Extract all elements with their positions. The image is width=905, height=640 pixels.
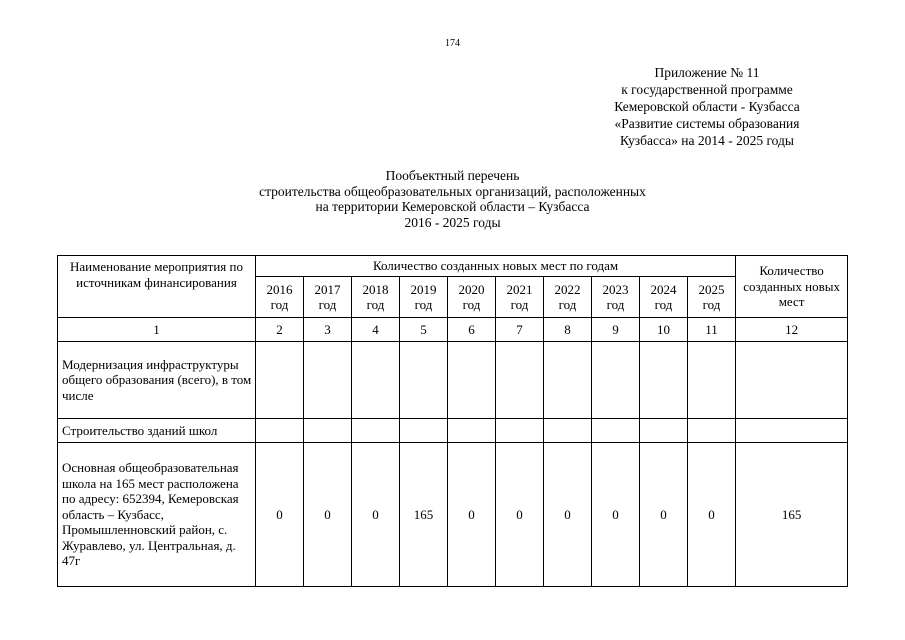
year-value (640, 342, 688, 419)
year-header: 2023 год (592, 277, 640, 318)
year-value (400, 342, 448, 419)
column-number: 6 (448, 318, 496, 342)
year-value (592, 419, 640, 443)
year-value (304, 419, 352, 443)
year-value: 0 (352, 443, 400, 587)
year-header: 2017 год (304, 277, 352, 318)
appendix-block (577, 64, 837, 149)
row-name: Модернизация инфраструктуры общего образования (всего), в том числе (58, 342, 256, 419)
year-header: 2020 год (448, 277, 496, 318)
year-value (256, 342, 304, 419)
year-value (640, 419, 688, 443)
column-number: 7 (496, 318, 544, 342)
year-header: 2024 год (640, 277, 688, 318)
table-row (58, 443, 848, 587)
year-value: 0 (496, 443, 544, 587)
column-number: 11 (688, 318, 736, 342)
row-name: Основная общеобразовательная школа на 165 мест расположена по адресу: 652394, Кемеровская область – Кузбасс, Промышленновский район, с. Журавлево, ул. Центральная, д. 47г (58, 443, 256, 587)
column-number: 9 (592, 318, 640, 342)
table-row (58, 342, 848, 419)
construction-table (57, 255, 848, 587)
year-header: 2022 год (544, 277, 592, 318)
year-value: 0 (592, 443, 640, 587)
column-number: 1 (58, 318, 256, 342)
year-value: 0 (640, 443, 688, 587)
year-value (592, 342, 640, 419)
table-row (58, 419, 848, 443)
year-value (688, 342, 736, 419)
year-value (688, 419, 736, 443)
appendix-line: к государственной программе (621, 82, 793, 97)
appendix-line: Кемеровской области - Кузбасса (614, 99, 800, 114)
column-number: 10 (640, 318, 688, 342)
year-value: 0 (304, 443, 352, 587)
year-value (448, 419, 496, 443)
row-total (736, 342, 848, 419)
title-line: на территории Кемеровской области – Кузбасса (315, 199, 590, 214)
year-value: 0 (256, 443, 304, 587)
year-value (352, 342, 400, 419)
year-value (448, 342, 496, 419)
title-line: 2016 - 2025 годы (404, 214, 501, 230)
column-number: 4 (352, 318, 400, 342)
year-header: 2016 год (256, 277, 304, 318)
page-number: 174 (445, 38, 460, 49)
column-number: 2 (256, 318, 304, 342)
column-number: 12 (736, 318, 848, 342)
appendix-line: «Развитие системы образования (614, 116, 800, 131)
col-name-header: Наименование мероприятия по источникам финансирования (58, 256, 256, 318)
title-line: Пообъектный перечень (385, 168, 520, 183)
year-value (304, 342, 352, 419)
column-numbers-row (58, 318, 848, 342)
appendix-line: Приложение № 11 (654, 65, 760, 80)
row-name: Строительство зданий школ (58, 419, 256, 443)
year-value (256, 419, 304, 443)
year-value (400, 419, 448, 443)
column-number: 5 (400, 318, 448, 342)
year-value: 0 (544, 443, 592, 587)
appendix-line: Кузбасса» на 2014 - 2025 годы (620, 133, 794, 148)
col-years-header: Количество созданных новых мест по годам (256, 256, 736, 277)
title-line: строительства общеобразовательных организаций, расположенных (259, 183, 646, 199)
row-total: 165 (736, 443, 848, 587)
year-header: 2021 год (496, 277, 544, 318)
col-total-header: Количество созданных новых мест (736, 256, 848, 318)
year-header: 2018 год (352, 277, 400, 318)
year-value: 0 (688, 443, 736, 587)
year-value (544, 342, 592, 419)
row-total (736, 419, 848, 443)
year-header: 2019 год (400, 277, 448, 318)
year-value (352, 419, 400, 443)
year-header: 2025 год (688, 277, 736, 318)
year-value (544, 419, 592, 443)
year-value (496, 342, 544, 419)
column-number: 8 (544, 318, 592, 342)
year-value (496, 419, 544, 443)
column-number: 3 (304, 318, 352, 342)
year-value: 0 (448, 443, 496, 587)
document-title (0, 168, 905, 230)
header-row (58, 256, 848, 277)
year-value: 165 (400, 443, 448, 587)
